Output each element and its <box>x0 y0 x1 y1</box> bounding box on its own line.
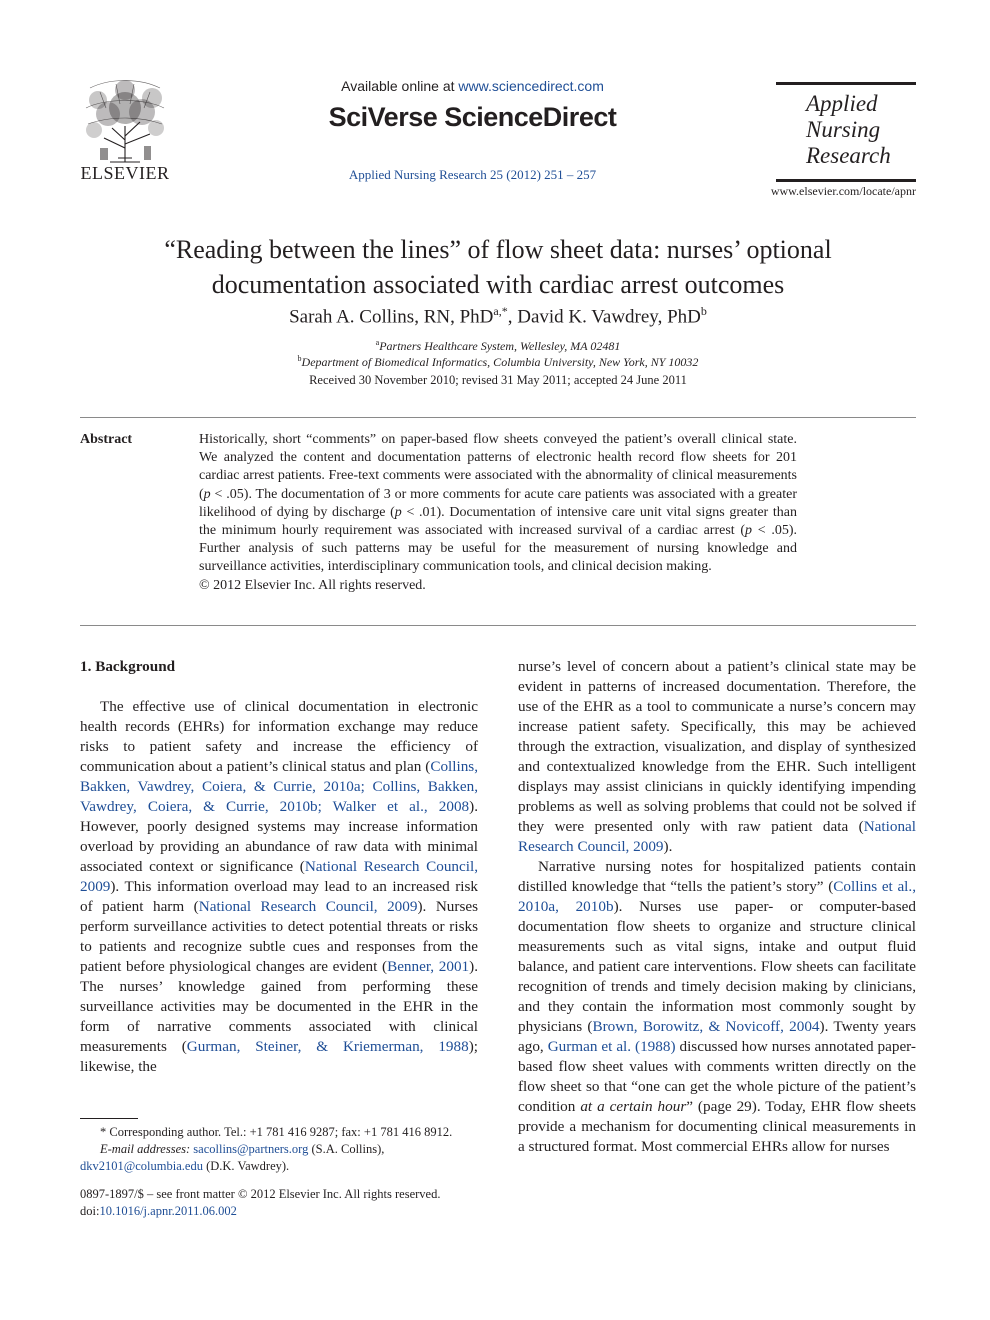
footnote-rule <box>80 1118 138 1119</box>
doi-line <box>80 1203 500 1220</box>
citation-link[interactable]: Brown, Borowitz, & Novicoff, 2004 <box>592 1018 820 1035</box>
front-matter-line: 0897-1897/$ – see front matter © 2012 Elsevier Inc. All rights reserved. <box>80 1187 441 1201</box>
text-run: ). Twenty years ago, <box>518 1018 916 1055</box>
text-run: Narrative nursing notes for hospitalized patients contain distilled knowledge that “tells the patient’s story” ( <box>518 858 916 895</box>
abstract-italic: p <box>394 504 402 520</box>
affiliation-text: Department of Biomedical Informatics, Columbia University, New York, NY 10032 <box>301 355 699 369</box>
text-run: ). This information overload may lead to an increased risk of patient harm ( <box>80 878 478 915</box>
front-matter <box>80 1186 500 1220</box>
abstract-body <box>199 431 797 595</box>
text-run: ). <box>663 838 673 855</box>
text-run: ). However, poorly designed systems may increase information overload by providing an abundance of raw data with minimal associated context or significance ( <box>80 798 478 875</box>
abstract-text-run: < .05). Further analysis of such patterns may be useful for the measurement of nursing knowledge and surveillance activities, interdisciplinary communication tools, and clinical decision making. <box>199 523 797 575</box>
footnotes <box>80 1124 478 1175</box>
platform-name: SciVerse ScienceDirect <box>328 102 617 132</box>
text-run: ); likewise, the <box>80 1038 478 1075</box>
title-line: “Reading between the lines” of flow sheet data: nurses’ optional <box>164 235 832 264</box>
abstract-text-run: < .05). The documentation of 3 or more comments for acute care patients was associated with a greater likelihood of dying by discharge ( <box>199 486 797 520</box>
citation-link[interactable]: Gurman et al. (1988) <box>547 1038 676 1055</box>
email-note <box>80 1141 478 1175</box>
corresponding-author-note: * Corresponding author. Tel.: +1 781 416 9287; fax: +1 781 416 8912. <box>100 1125 453 1139</box>
author-affiliation-mark[interactable]: a,* <box>493 304 508 318</box>
email-label: E-mail addresses: <box>100 1142 191 1156</box>
citation-link[interactable]: Benner, 2001 <box>387 958 470 975</box>
affiliation-mark: a <box>375 338 380 347</box>
author-name: Sarah A. Collins, RN, PhD <box>289 306 494 328</box>
journal-name-line: Applied <box>806 91 878 116</box>
text-run: The effective use of clinical documentation in electronic health records (EHRs) for information exchange may reduce risks to patient safety and increase the efficiency of communication about a patient’s clinical status and plan ( <box>80 698 478 775</box>
copyright-line: © 2012 Elsevier Inc. All rights reserved. <box>199 577 426 593</box>
paragraph <box>518 657 916 857</box>
title-line: documentation associated with cardiac arrest outcomes <box>211 270 785 299</box>
abstract-text-run: Historically, short “comments” on paper-based flow sheets conveyed the patient’s overall clinical state. We analyzed the content and documentation patterns of electronic health record flow sheets for 201 cardiac arrest patients. Free-text comments were associated with the abnormality of clinical measurements ( <box>199 432 797 502</box>
journal-url[interactable]: www.elsevier.com/locate/apnr <box>770 184 916 198</box>
journal-name-line: Nursing <box>806 117 881 142</box>
affiliation <box>80 338 916 354</box>
article-title <box>80 232 916 302</box>
journal-citation[interactable]: Applied Nursing Research 25 (2012) 251 – 257 <box>348 167 597 182</box>
email-link[interactable]: dkv2101@columbia.edu <box>80 1159 203 1173</box>
citation-link[interactable]: National Research Council, 2009 <box>198 898 418 915</box>
received-dates: Received 30 November 2010; revised 31 May 2011; accepted 24 June 2011 <box>309 373 687 387</box>
citation-link[interactable]: Collins et al., 2010a, 2010b <box>518 878 917 915</box>
divider <box>80 625 916 626</box>
affiliation-mark: b <box>297 354 302 363</box>
citation-link[interactable]: National Research Council, 2009 <box>518 818 916 855</box>
paragraph <box>80 697 478 1077</box>
journal-logo-box <box>776 82 916 182</box>
author-separator: , <box>507 306 518 328</box>
text-run: ). Nurses use paper- or computer-based documentation flow sheets to organize and structure clinical measurements such as vital signs, intake and output fluid balance, and patient care interventions. Flow sheets can facilitate recognition of trends and timely decision making by clinicians, and they contain the information most commonly sought by physicians ( <box>518 898 916 1035</box>
affiliation-text: Partners Healthcare System, Wellesley, MA 02481 <box>379 339 621 353</box>
italic-text: at a certain hour <box>580 1098 687 1115</box>
abstract-italic: p <box>203 486 211 502</box>
email-owner: (D.K. Vawdrey). <box>202 1159 290 1173</box>
doi-label: doi: <box>80 1204 100 1218</box>
text-run: ” (page 29). Today, EHR flow sheets provide a mechanism for documenting clinical measurements in a structured format. Most commercial EHRs allow for nurses <box>518 1098 916 1155</box>
paragraph <box>518 857 916 1157</box>
section-heading: 1. Background <box>80 658 176 675</box>
journal-name <box>806 91 891 169</box>
author-affiliation-mark[interactable]: b <box>700 304 707 318</box>
affiliation <box>80 354 916 370</box>
available-prefix: Available online at <box>341 78 459 94</box>
journal-name-line: Research <box>806 143 891 168</box>
divider <box>80 417 916 418</box>
publisher-name: ELSEVIER <box>80 163 170 183</box>
body-column-left <box>80 657 478 1077</box>
author-name: David K. Vawdrey, PhD <box>517 306 701 328</box>
author-list <box>80 304 916 328</box>
email-link[interactable]: sacollins@partners.org <box>193 1142 309 1156</box>
text-run: discussed how nurses annotated paper-based flow sheet values with comments written directly on the flow sheet so that “one can get the whole picture of the patient’s condition <box>518 1038 916 1115</box>
abstract-text-run: < .01). Documentation of intensive care unit vital signs greater than the minimum hourly requirement was associated with increased survival of a cardiac arrest ( <box>199 504 797 539</box>
email-owner: (S.A. Collins), <box>308 1142 385 1156</box>
body-column-right <box>518 657 916 1157</box>
available-online-line <box>230 78 715 94</box>
citation-link[interactable]: Collins, Bakken, Vawdrey, Coiera, & Currie, 2010a; Collins, Bakken, Vawdrey, Coiera, & Currie, 2010b; Walker et al., 2008 <box>80 758 478 815</box>
doi-link[interactable]: 10.1016/j.apnr.2011.06.002 <box>99 1204 237 1218</box>
sciencedirect-link[interactable]: www.sciencedirect.com <box>458 78 604 94</box>
text-run: nurse’s level of concern about a patient’s clinical state may be evident in patterns of increased documentation. Therefore, the use of the EHR as a tool to communicate a nurse’s concern may increase patient safety. Specifically, this may be achieved through the extraction, visualization, and display of synthesized and contextualized knowledge from the EHR. Such intelligent displays may assist clinicians in quickly identifying impending problems as well as solving problems that could not be solved if they were presented only with raw patient data ( <box>518 658 916 835</box>
citation-link[interactable]: National Research Council, 2009 <box>80 858 479 895</box>
abstract-heading: Abstract <box>80 432 133 447</box>
citation-link[interactable]: Gurman, Steiner, & Kriemerman, 1988 <box>186 1038 469 1055</box>
abstract-italic: p <box>745 523 753 539</box>
text-run: ). Nurses perform surveillance activities to detect potential threats or risks to patients and recognize subtle cues and responses from the patient before physiological changes are evident ( <box>80 898 479 975</box>
text-run: ). The nurses’ knowledge gained from performing these surveillance activities may be documented in the EHR in the form of narrative comments associated with clinical measurements ( <box>80 958 478 1055</box>
